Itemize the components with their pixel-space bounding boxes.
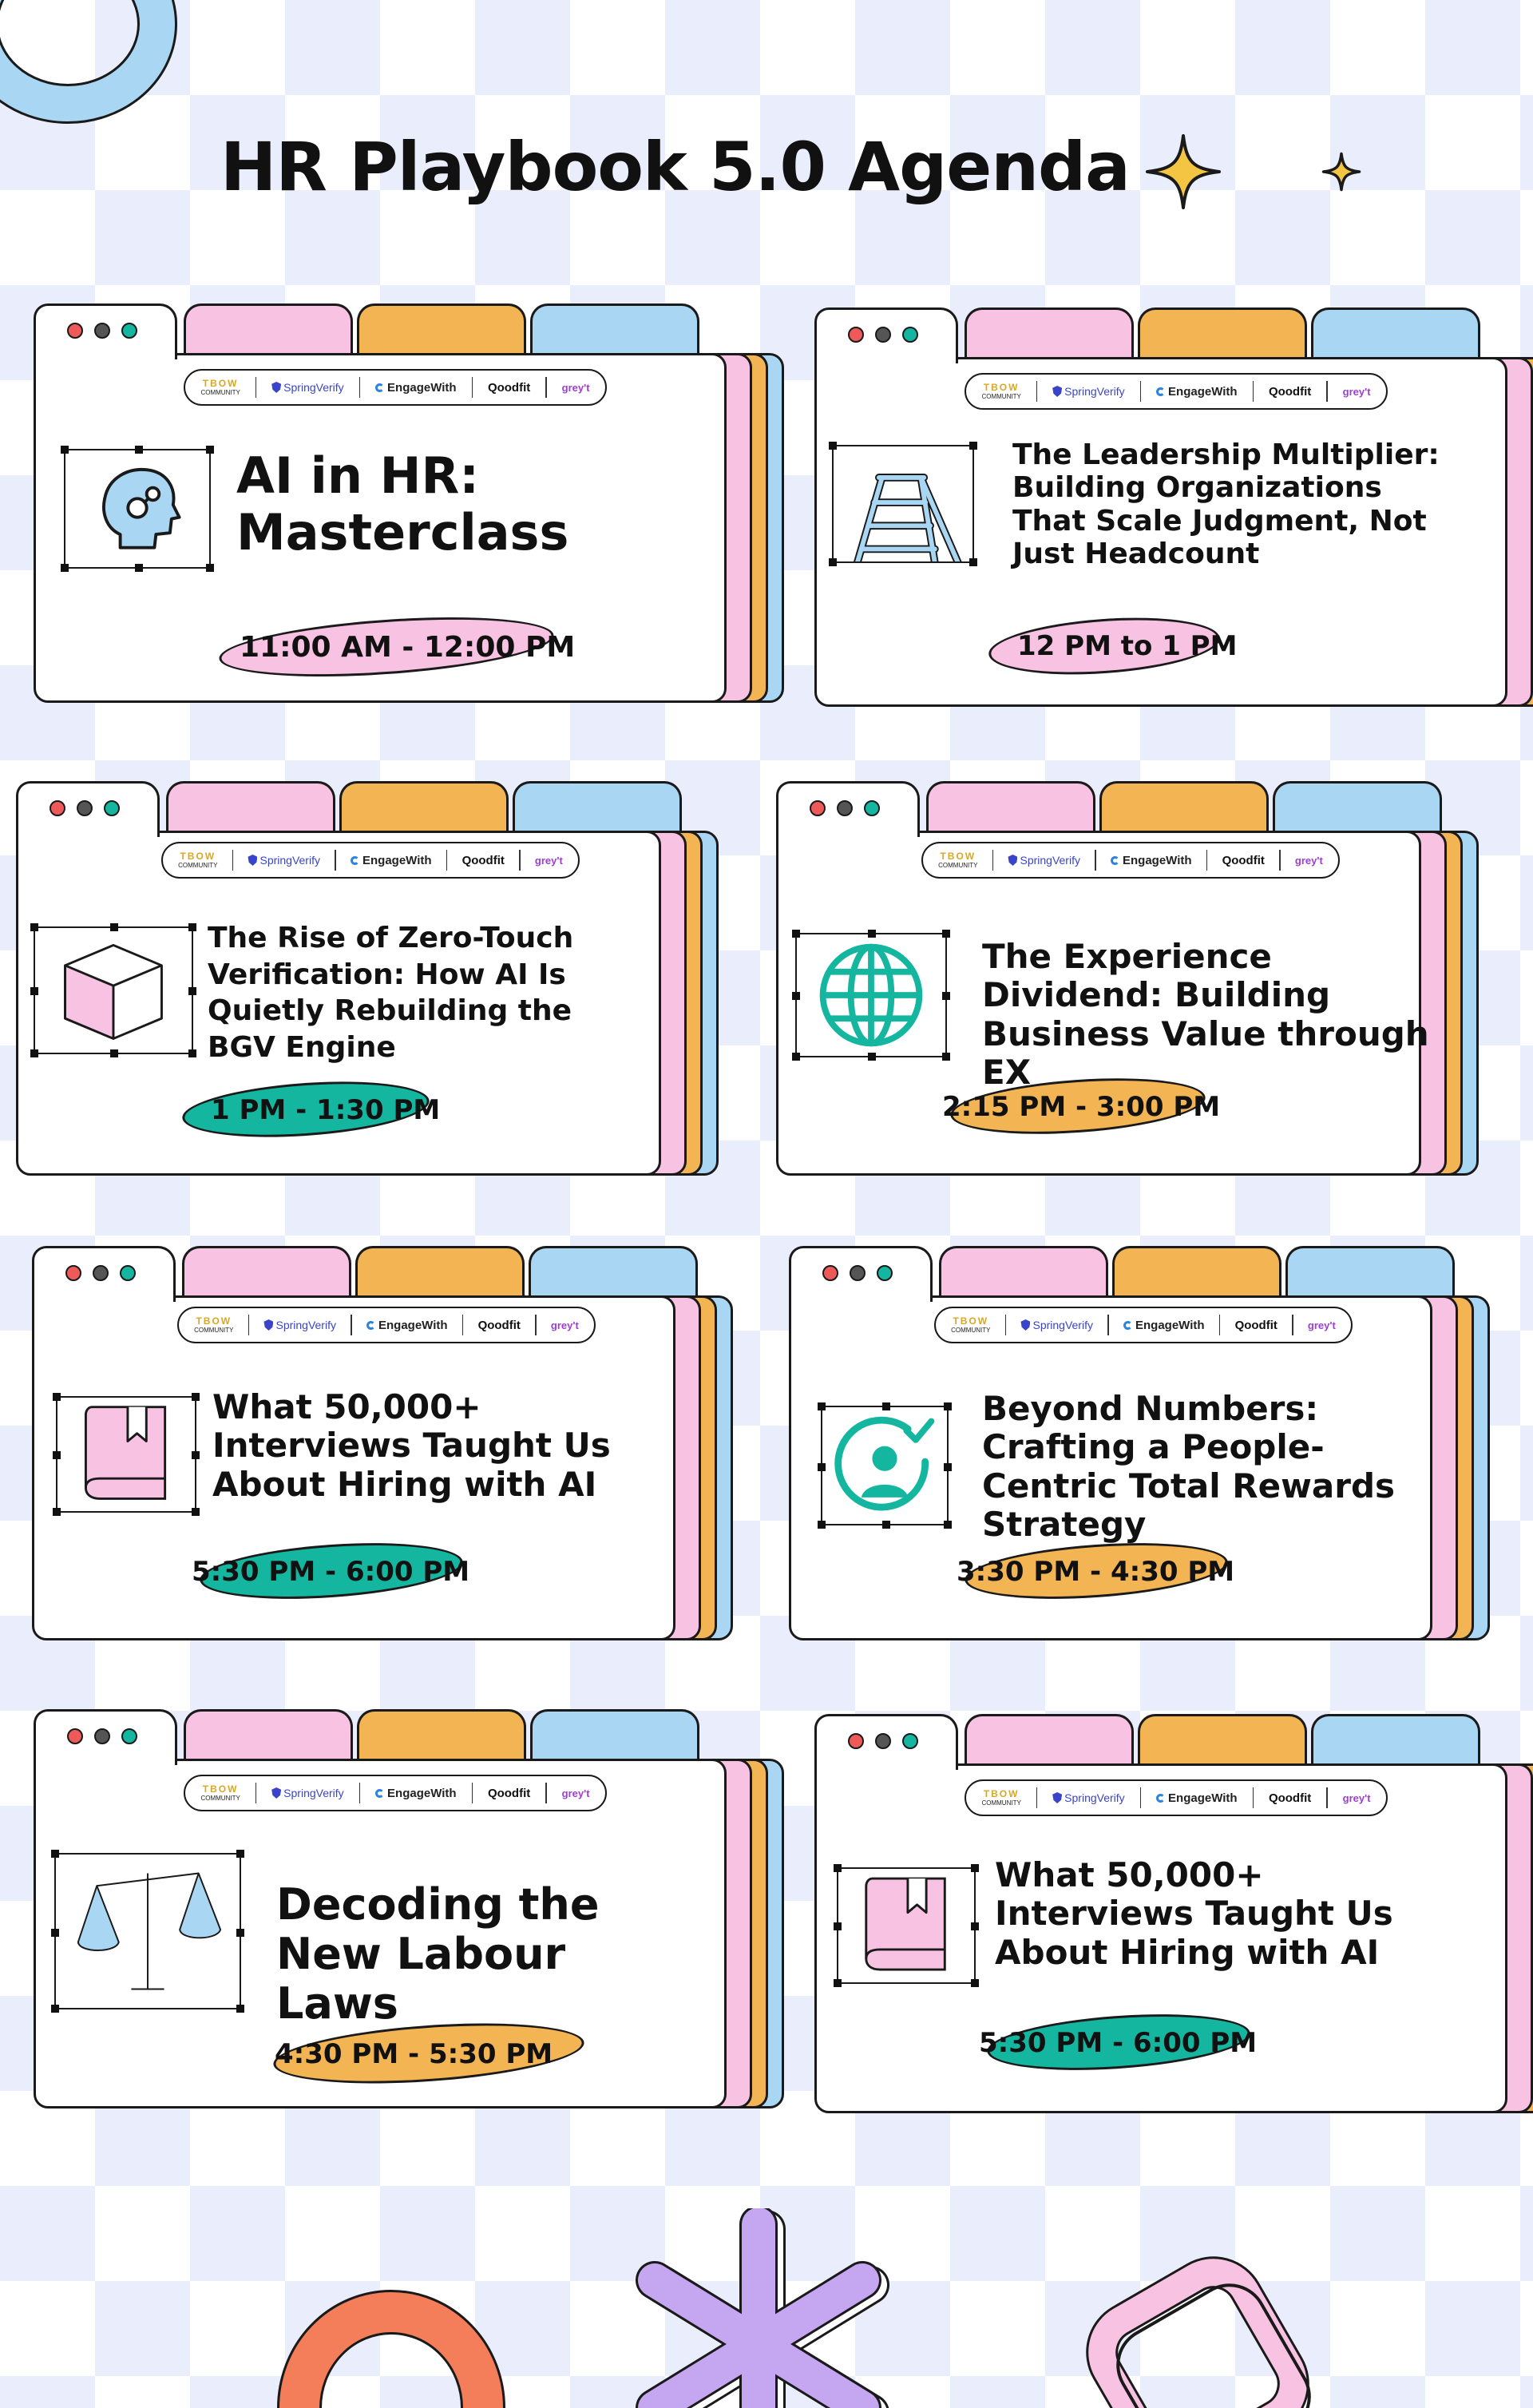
- session-time-pill: 5:30 PM - 6:00 PM: [979, 2009, 1282, 2073]
- window-maximize-dot[interactable]: [864, 800, 880, 816]
- goodfit-logo: Qoodfit: [487, 380, 531, 395]
- folder-tab-pink: [184, 303, 353, 359]
- window-close-dot[interactable]: [848, 327, 864, 343]
- tbow-logo: TBOW COMMUNITY: [200, 378, 240, 396]
- session-card-6[interactable]: [789, 1246, 1491, 1640]
- window-minimize-dot[interactable]: [93, 1265, 109, 1281]
- window-minimize-dot[interactable]: [77, 800, 93, 816]
- asterisk-decoration: [623, 2208, 910, 2408]
- window-minimize-dot[interactable]: [94, 1728, 110, 1744]
- session-time-pill: 12 PM to 1 PM: [980, 614, 1244, 678]
- sponsor-logos-bar: TBOW COMMUNITY SpringVerify EngageWith Qoodfit grey't: [921, 842, 1340, 879]
- scales-icon: [54, 1853, 241, 2009]
- session-card-1[interactable]: [34, 303, 787, 703]
- window-close-dot[interactable]: [67, 1728, 83, 1744]
- session-title: What 50,000+ Interviews Taught Us About Hiring with AI: [995, 1855, 1393, 1972]
- rounded-square-decoration: [1070, 2256, 1357, 2408]
- window-maximize-dot[interactable]: [121, 1728, 137, 1744]
- window-close-dot[interactable]: [848, 1733, 864, 1749]
- session-card-5[interactable]: [32, 1246, 735, 1640]
- window-maximize-dot[interactable]: [121, 323, 137, 339]
- sparkle-icon: [1143, 132, 1223, 212]
- session-title: AI in HR: Masterclass: [236, 446, 569, 562]
- session-title: What 50,000+ Interviews Taught Us About Hiring with AI: [212, 1387, 611, 1504]
- sparkle-small-icon: [1321, 152, 1361, 192]
- session-card-3[interactable]: [16, 781, 722, 1176]
- session-time-pill: 3:30 PM - 4:30 PM: [957, 1538, 1260, 1602]
- globe-icon: [795, 933, 947, 1057]
- ring-bottom-decoration: [271, 2268, 511, 2408]
- window-minimize-dot[interactable]: [875, 327, 891, 343]
- sponsor-logos-bar: TBOW COMMUNITY SpringVerify EngageWith Qoodfit grey't: [934, 1307, 1353, 1343]
- window-close-dot[interactable]: [65, 1265, 81, 1281]
- sponsor-logos-bar: TBOW COMMUNITY SpringVerify EngageWith Qoodfit grey't: [161, 842, 580, 879]
- greyt-logo: grey't: [561, 381, 590, 394]
- window-minimize-dot[interactable]: [94, 323, 110, 339]
- window-close-dot[interactable]: [67, 323, 83, 339]
- session-time-pill: 1 PM - 1:30 PM: [176, 1077, 439, 1141]
- window-minimize-dot[interactable]: [837, 800, 853, 816]
- session-card-8[interactable]: [814, 1714, 1533, 2113]
- engagewith-logo: EngageWith: [375, 382, 457, 394]
- session-title: Beyond Numbers: Crafting a People-Centric Total Rewards Strategy: [982, 1389, 1396, 1544]
- book-icon: [837, 1867, 976, 1984]
- session-title: The Leadership Multiplier: Building Organizations That Scale Judgment, Not Just Headcount: [1012, 438, 1440, 571]
- session-time-pill: 4:30 PM - 5:30 PM: [265, 2021, 600, 2085]
- window-maximize-dot[interactable]: [902, 327, 918, 343]
- window-maximize-dot[interactable]: [104, 800, 120, 816]
- window-maximize-dot[interactable]: [120, 1265, 136, 1281]
- sponsor-logos-bar: TBOW COMMUNITY SpringVerify EngageWith Qoodfit grey't: [184, 1775, 607, 1811]
- ladder-icon: [832, 445, 974, 563]
- session-card-7[interactable]: [34, 1709, 787, 2108]
- window-close-dot[interactable]: [810, 800, 826, 816]
- window-minimize-dot[interactable]: [850, 1265, 866, 1281]
- ai-head-icon: [64, 449, 211, 569]
- cube-icon: [34, 926, 193, 1054]
- session-title: Decoding the New Labour Laws: [276, 1879, 600, 2029]
- ring-top-left-decoration: [0, 0, 200, 152]
- page-title: HR Playbook 5.0 Agenda: [220, 128, 1130, 206]
- sponsor-logos-bar: TBOW COMMUNITY SpringVerify EngageWith Qoodfit grey't: [965, 373, 1388, 410]
- session-time-pill: 2:15 PM - 3:00 PM: [942, 1073, 1246, 1137]
- window-minimize-dot[interactable]: [875, 1733, 891, 1749]
- book-icon: [56, 1396, 196, 1513]
- folder-tab-blue: [530, 303, 699, 359]
- session-card-4[interactable]: [776, 781, 1482, 1176]
- session-card-2[interactable]: [814, 307, 1533, 707]
- folder-tab-orange: [357, 303, 526, 359]
- sponsor-logos-bar: TBOW COMMUNITY SpringVerify EngageWith Qoodfit grey't: [965, 1779, 1388, 1816]
- springverify-logo: SpringVerify: [271, 382, 343, 393]
- session-time-pill: 11:00 AM - 12:00 PM: [211, 615, 594, 679]
- window-close-dot[interactable]: [822, 1265, 838, 1281]
- user-check-icon: [821, 1406, 949, 1525]
- session-title: The Experience Dividend: Building Business Value through EX: [982, 937, 1429, 1092]
- session-title: The Rise of Zero-Touch Verification: How AI Is Quietly Rebuilding the BGV Engine: [208, 922, 574, 1065]
- session-time-pill: 5:30 PM - 6:00 PM: [192, 1538, 495, 1602]
- window-maximize-dot[interactable]: [877, 1265, 893, 1281]
- window-maximize-dot[interactable]: [902, 1733, 918, 1749]
- sponsor-logos-bar: TBOW COMMUNITY SpringVerify EngageWith Qoodfit grey't: [177, 1307, 596, 1343]
- sponsor-logos-bar: [184, 369, 607, 406]
- window-close-dot[interactable]: [50, 800, 65, 816]
